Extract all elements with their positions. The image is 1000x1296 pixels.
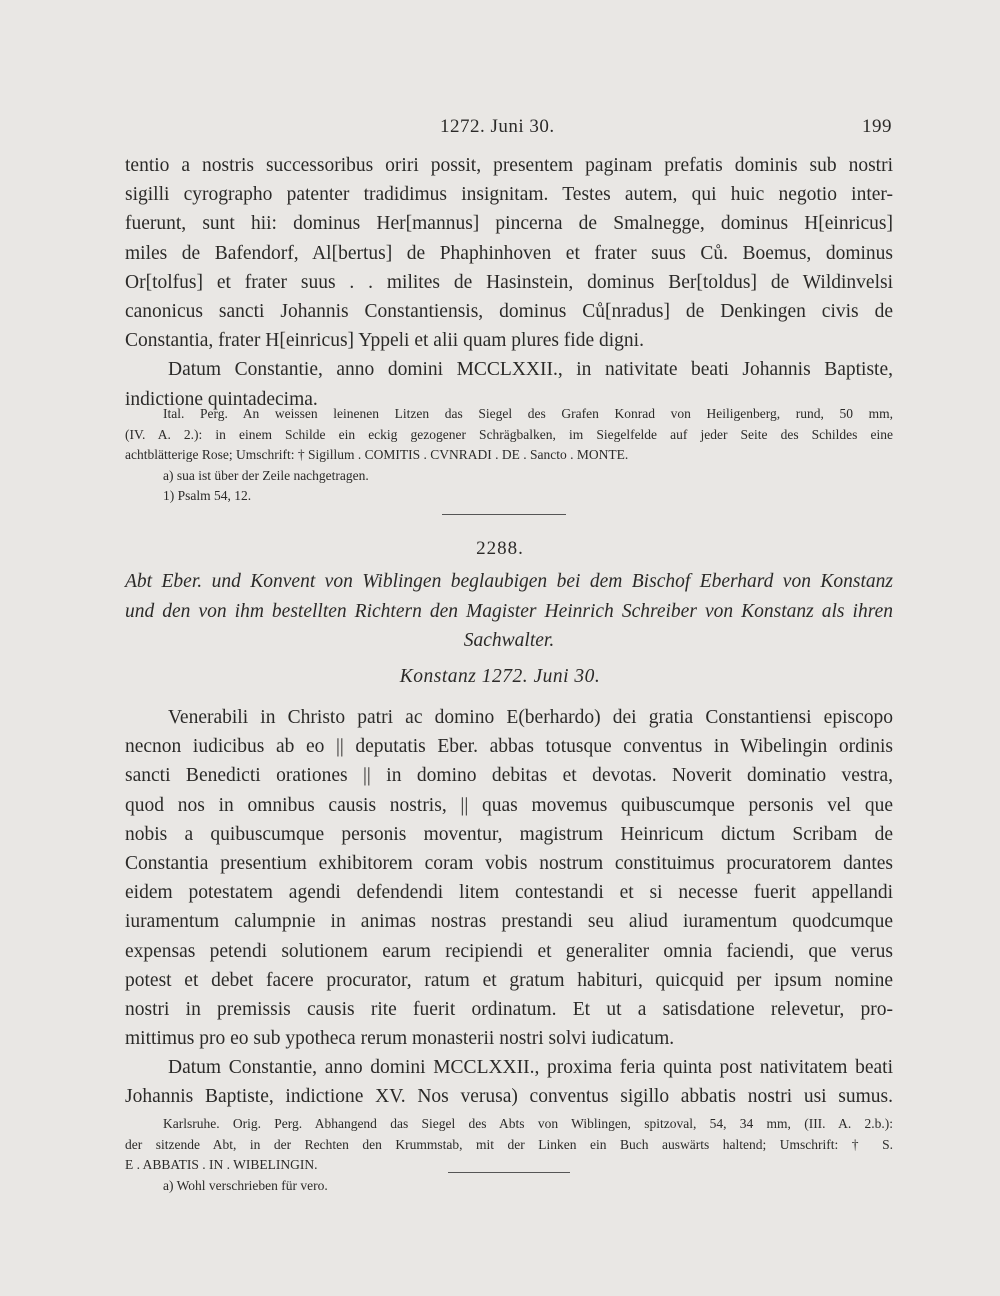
text-line: Constantia, frater H[einricus] Yppeli et alii quam plures fide digni.	[125, 330, 644, 352]
footnote: 1) Psalm 54, 12.	[163, 488, 252, 504]
note-line: Ital. Perg. An weissen leinenen Litzen das Siegel des Grafen Konrad von Heiligenberg, rund, 50 mm,	[163, 406, 893, 421]
document-body	[125, 703, 893, 1112]
text-line: eidem potestatem agendi defendendi litem contestandi et si necesse fuerit appellandi	[125, 882, 893, 904]
document-number: 2288.	[476, 538, 524, 559]
regest-line: Sachwalter.	[463, 630, 555, 651]
dating-line: indictione quintadecima.	[125, 388, 318, 410]
text-line: quod nos in omnibus causis nostris, || quas movemus quibuscumque personis vel que	[125, 794, 893, 816]
dating-line: Datum Constantie, anno domini MCCLXXII., in nativitate beati Johannis Baptiste,	[168, 359, 893, 381]
place-date: Konstanz 1272. Juni 30.	[399, 666, 601, 687]
text-line: nostri in premissis causis rite fuerit ordinatum. Et ut a satisdatione relevetur, pro-	[125, 998, 893, 1020]
document-notes	[125, 1114, 893, 1196]
note-line: E . ABBATIS . IN . WIBELINGIN.	[125, 1157, 318, 1173]
previous-document-notes	[125, 404, 893, 507]
dating-line: Johannis Baptiste, indictione XV. Nos verusa) conventus sigillo abbatis nostri usi sumus.	[125, 1086, 893, 1108]
text-line: potest et debet facere procurator, ratum et gratum habituri, quicquid per ipsum nomine	[125, 969, 893, 991]
text-line: miles de Bafendorf, Al[bertus] de Phaphinhoven et frater suus Ců. Boemus, dominus	[125, 242, 893, 264]
note-line: achtblätterige Rose; Umschrift: † Sigillum . COMITIS . CVNRADI . DE . Sancto . MONTE.	[125, 447, 629, 463]
running-head: 1272. Juni 30.	[440, 116, 555, 137]
separator-rule	[442, 514, 566, 515]
dating-line: Datum Constantie, anno domini MCCLXXII., proxima feria quinta post nativitatem beati	[168, 1057, 893, 1079]
text-line: necnon iudicibus ab eo || deputatis Eber. abbas totusque conventus in Wibelingin ordinis	[125, 736, 893, 758]
text-line: fuerunt, sunt hii: dominus Her[mannus] pincerna de Smalnegge, dominus H[einricus]	[125, 213, 893, 235]
footnote: a) sua ist über der Zeile nachgetragen.	[163, 467, 369, 483]
regest-line: und den von ihm bestellten Richtern den Magister Heinrich Schreiber von Konstanz als ihren	[125, 600, 893, 622]
text-line: mittimus pro eo sub ypotheca rerum monasterii nostri solvi iudicatum.	[125, 1028, 675, 1050]
previous-document-text	[125, 151, 893, 414]
text-line: sigilli cyrographo patenter tradidimus insignitam. Testes autem, qui huic negotio inter-	[125, 184, 893, 206]
note-line: Karlsruhe. Orig. Perg. Abhangend das Siegel des Abts von Wiblingen, spitzoval, 54, 34 mm, (III. A. 2.b.):	[163, 1116, 893, 1131]
text-line: Or[tolfus] et frater suus . . milites de Hasinstein, dominus Ber[toldus] de Wildinvelsi	[125, 271, 893, 293]
text-line: tentio a nostris successoribus oriri possit, presentem paginam prefatis dominis sub nostri	[125, 155, 893, 176]
text-line: Venerabili in Christo patri ac domino E(berhardo) dei gratia Constantiensi episcopo	[168, 707, 893, 728]
text-line: expensas petendi solutionem earum recipiendi et generaliter omnia faciendi, que verus	[125, 940, 893, 962]
text-line: iuramentum calumpnie in animas nostras prestandi seu aliud iuramentum quodcumque	[125, 911, 893, 933]
regest	[125, 567, 893, 656]
page-number: 199	[862, 116, 892, 137]
note-line: (IV. A. 2.): in einem Schilde ein eckig gezogener Schrägbalken, im Siegelfelde auf jeder Seite des Schildes eine	[125, 426, 893, 442]
text-line: nobis a quibuscumque personis moventur, magistrum Heinricum dictum Scribam de	[125, 823, 893, 845]
separator-rule	[448, 1172, 570, 1173]
footnote: a) Wohl verschrieben für vero.	[163, 1177, 328, 1193]
text-line: Constantia presentium exhibitorem coram vobis nostrum constituimus procuratorem dantes	[125, 852, 893, 874]
text-line: sancti Benedicti orationes || in domino debitas et devotas. Noverit dominatio vestra,	[125, 765, 893, 787]
note-line: der sitzende Abt, in der Rechten den Krummstab, mit der Linken ein Buch auswärts haltend; Umschrift: † S.	[125, 1136, 893, 1152]
regest-line: Abt Eber. und Konvent von Wiblingen beglaubigen bei dem Bischof Eberhard von Konstanz	[125, 571, 893, 592]
text-line: canonicus sancti Johannis Constantiensis, dominus Ců[nradus] de Denkingen civis de	[125, 300, 893, 322]
